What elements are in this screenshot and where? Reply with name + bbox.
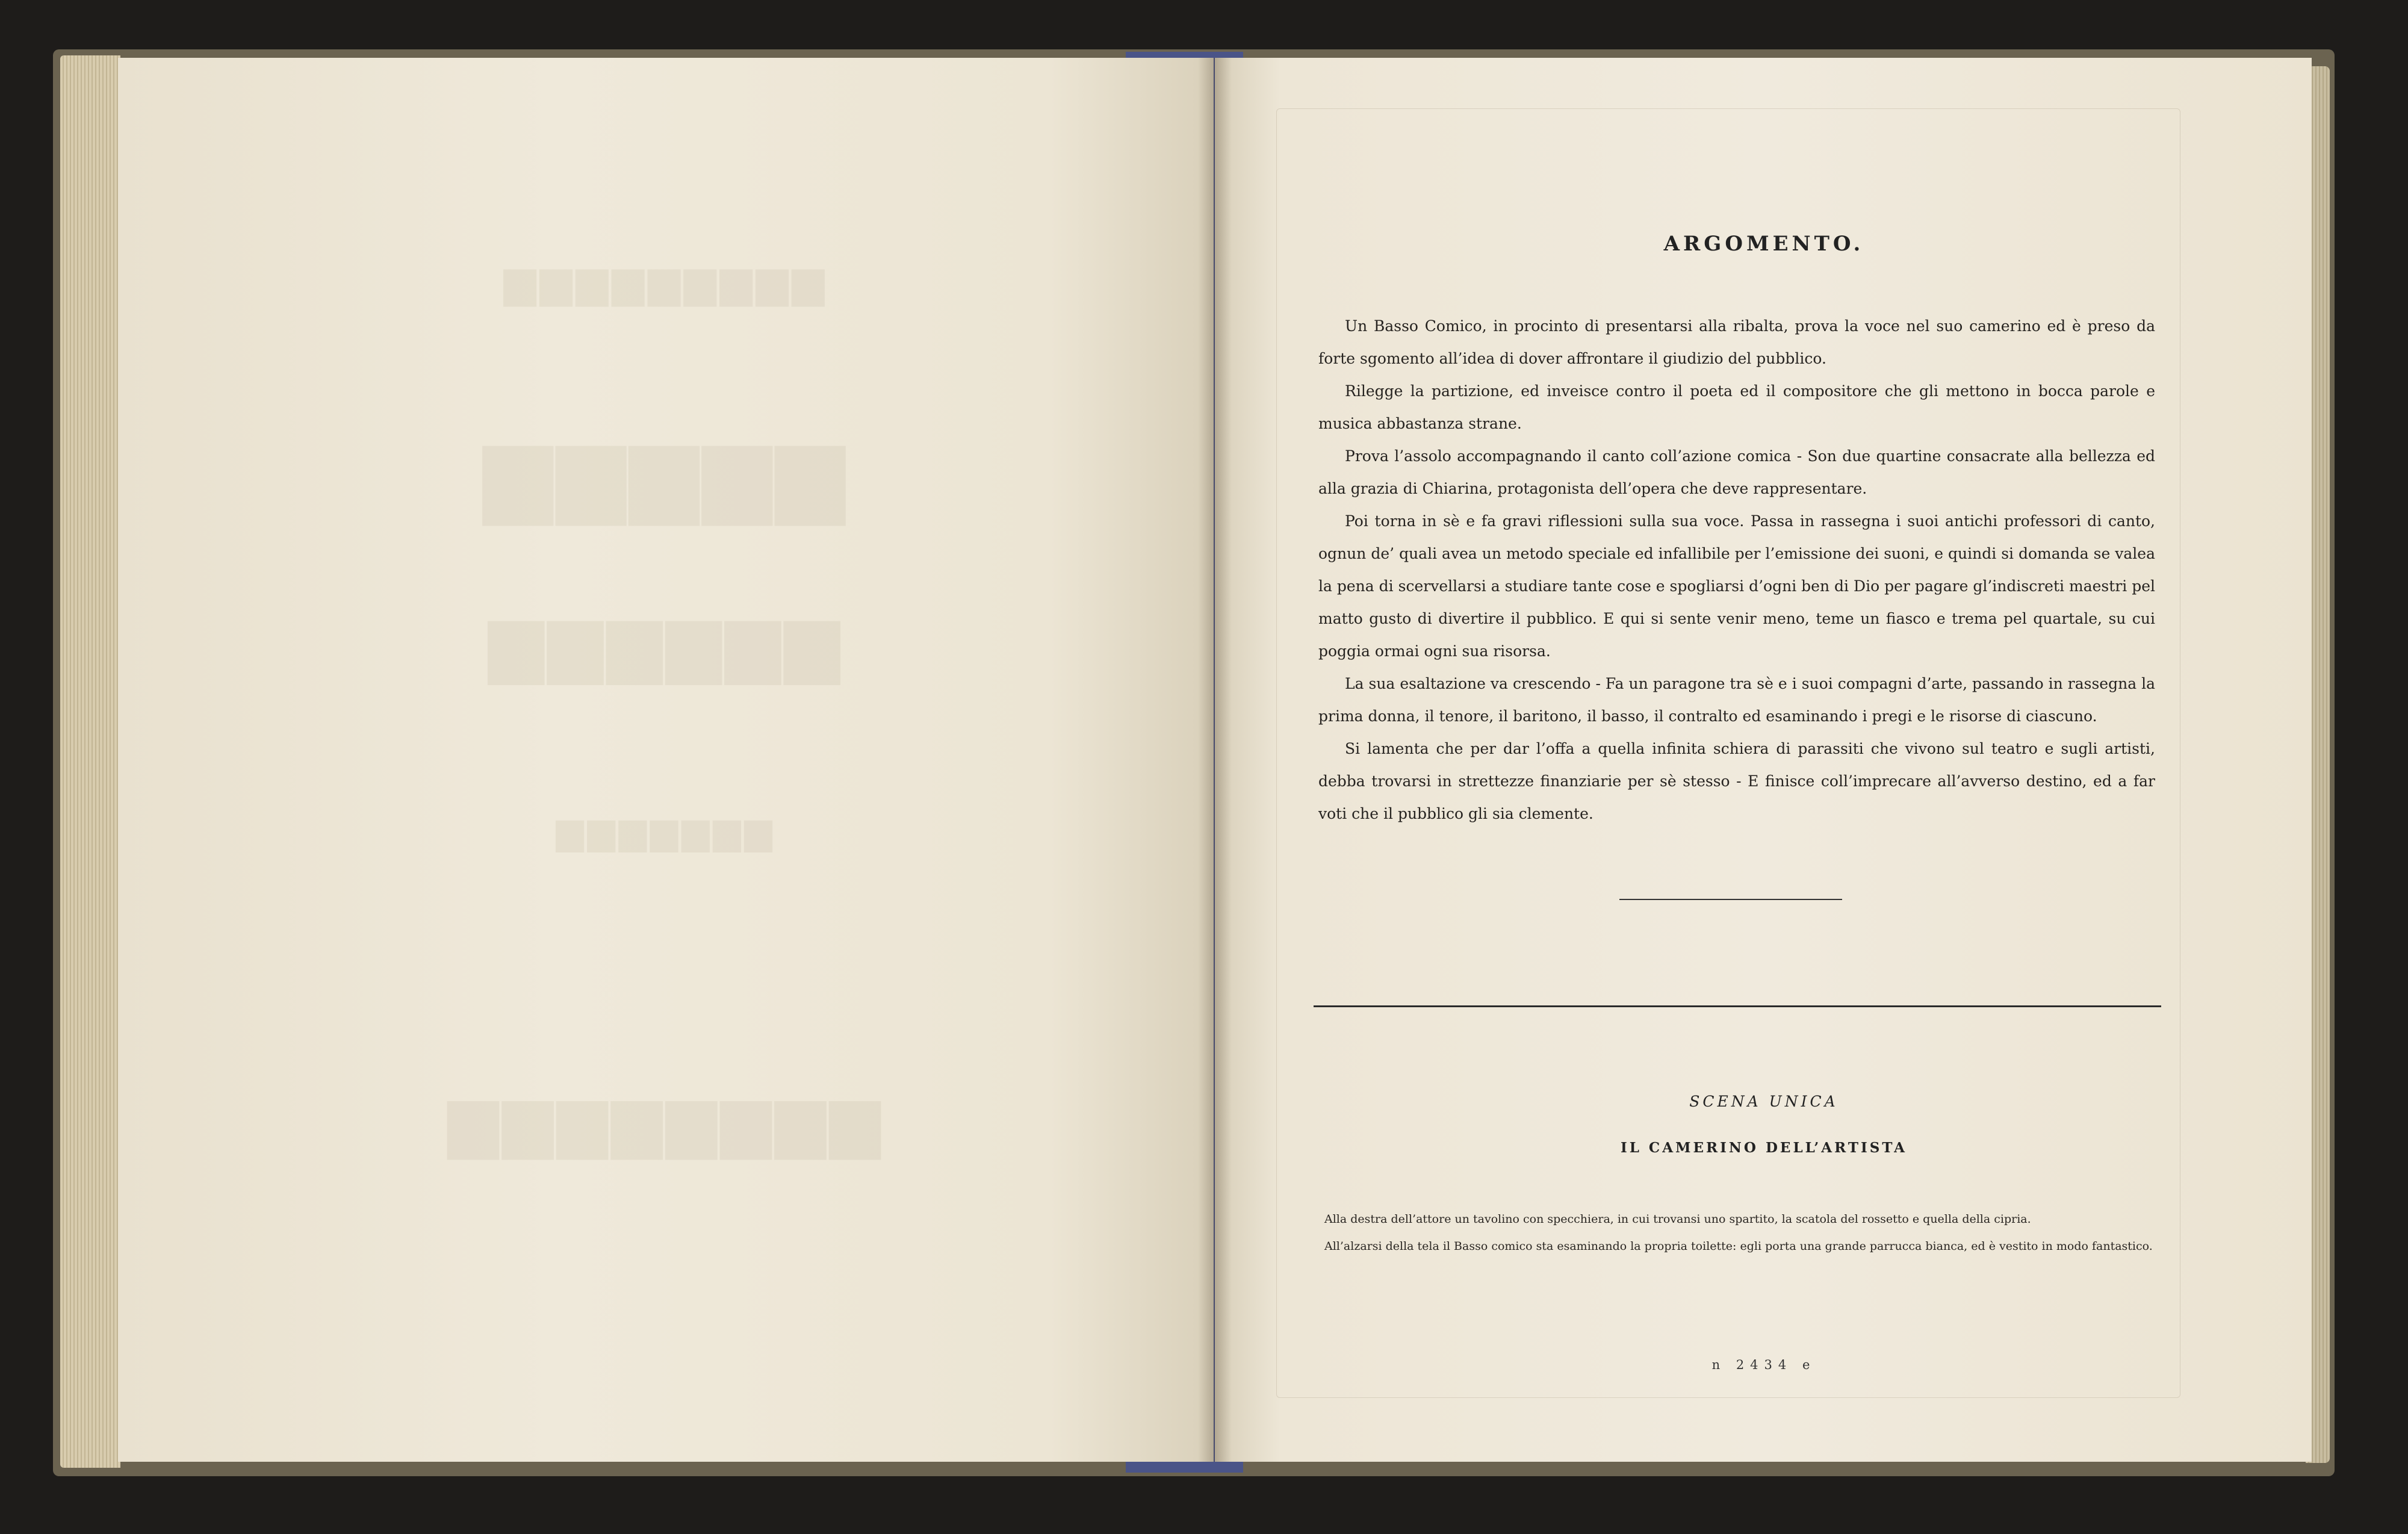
argument-text — [1318, 310, 2155, 830]
show-through-decoration: ▆▆▆▆▆▆ — [488, 600, 843, 685]
argument-paragraph: Rilegge la partizione, ed inveisce contro il poeta ed il compositore che gli mettono in bocca parole e musica abbastanza strane. — [1318, 382, 2155, 432]
page-rule — [1314, 1005, 2161, 1007]
scene-heading: SCENA UNICA — [1689, 1093, 1839, 1110]
argument-paragraph: Prova l’assolo accompagnando il canto coll’azione comica - Son due quartine consacrate alla bellezza ed alla grazia di Chiarina, protagonista dell’opera che deve rappresentare. — [1318, 447, 2155, 497]
stage-directions — [1318, 1206, 2161, 1260]
argument-paragraph: Si lamenta che per dar l’offa a quella infinita schiera di parassiti che vivono sul teatro e sugli artisti, debba trovarsi in strettezze finanziarie per sè stesso - E finisce coll’imprecare all’avverso destino, ed a far voti che il pubblico gli sia clemente. — [1318, 740, 2155, 822]
gutter-shadow — [1198, 58, 1232, 1462]
left-page-stack — [60, 55, 120, 1468]
show-through-decoration: ▆▆▆▆▆ — [483, 419, 849, 525]
left-page — [118, 58, 1214, 1462]
show-through-decoration: ▆▆▆▆▆▆▆▆ — [447, 1081, 884, 1159]
plate-number: n 2434 e — [1711, 1358, 1816, 1372]
section-divider — [1619, 899, 1842, 900]
stage-direction: All’alzarsi della tela il Basso comico sta esaminando la propria toilette: egli porta una grande parrucca bianca, ed è vestito in modo fantastico. — [1324, 1240, 2153, 1253]
stage-direction: Alla destra dell’attore un tavolino con specchiera, in cui trovansi uno spartito, la scatola del rossetto e quella della cipria. — [1324, 1213, 2031, 1226]
argument-paragraph: Poi torna in sè e fa gravi riflessioni sulla sua voce. Passa in rassegna i suoi antichi professori di canto, ognun de’ quali avea un metodo speciale ed infallibile per l’emissione dei suoni, e quindi si domanda se valea la pena di scervellarsi a studiare tante cose e spogliarsi d’ogni ben di Dio per pagare gl’indiscreti maestri pel matto gusto di divertire il pubblico. E qui si sente venir meno, teme un fiasco e trema pel quartale, su cui poggia ormai ogni sua risorsa. — [1318, 512, 2155, 660]
scene-subheading: IL CAMERINO DELL’ARTISTA — [1620, 1140, 1908, 1156]
page-title: ARGOMENTO. — [1663, 232, 1864, 256]
show-through-decoration: ▆▆▆▆▆▆▆ — [556, 810, 776, 852]
argument-paragraph: Un Basso Comico, in procinto di presentarsi alla ribalta, prova la voce nel suo camerino ed è preso da forte sgomento all’idea di dover affrontare il giudizio del pubblico. — [1318, 317, 2155, 367]
argument-paragraph: La sua esaltazione va crescendo - Fa un paragone tra sè e i suoi compagni d’arte, passando in rassegna la prima donna, il tenore, il baritono, il basso, il contralto ed esaminando i pregi e le risorse di ciascuno. — [1318, 675, 2155, 725]
show-through-decoration: ▆▆▆▆▆▆▆▆▆ — [503, 256, 828, 306]
